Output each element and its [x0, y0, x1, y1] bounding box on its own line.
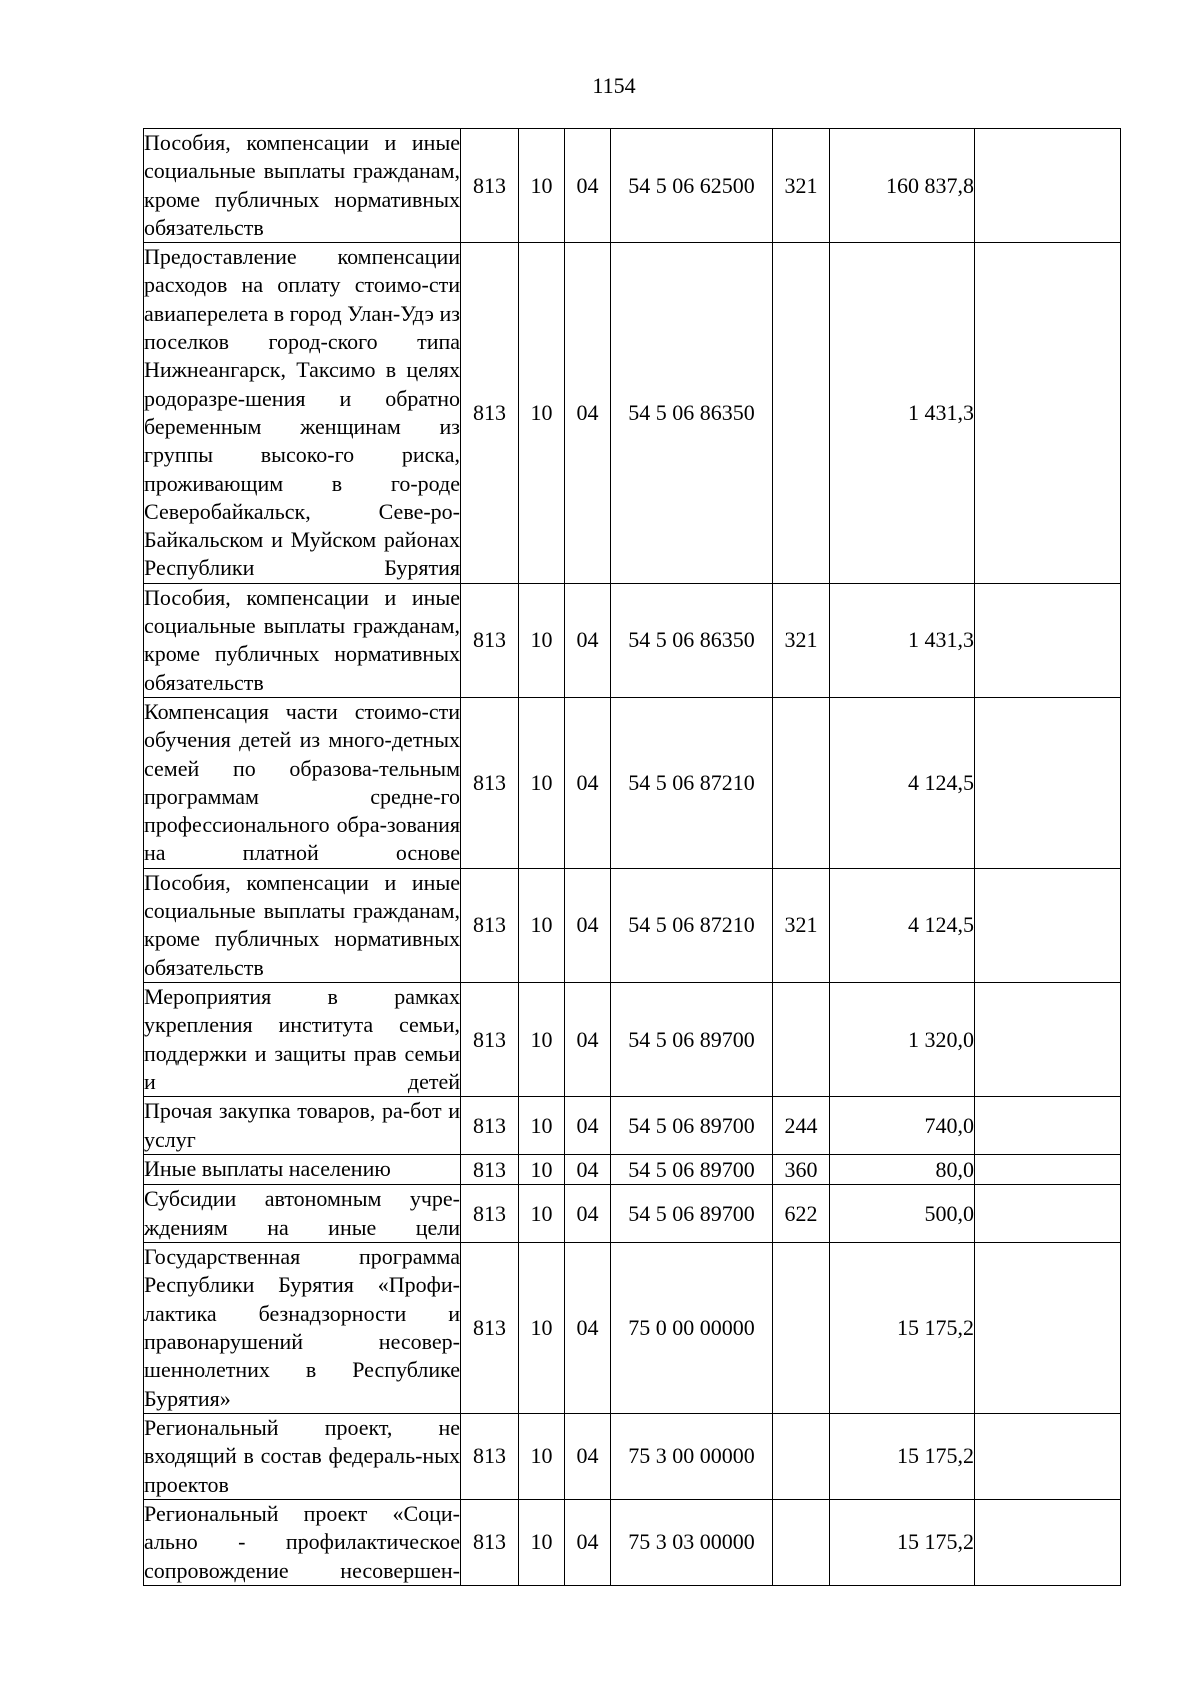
page-number: 1154 [592, 73, 636, 98]
expense-type-code: 321 [773, 129, 830, 243]
ministry-code: 813 [461, 697, 519, 868]
amount: 15 175,2 [830, 1243, 975, 1414]
amount: 1 431,3 [830, 583, 975, 697]
extra-cell [975, 583, 1121, 697]
section-code: 10 [519, 868, 565, 982]
expense-type-code: 244 [773, 1097, 830, 1155]
expense-type-code [773, 1243, 830, 1414]
extra-cell [975, 697, 1121, 868]
ministry-code: 813 [461, 1155, 519, 1185]
table-row [144, 129, 1121, 243]
amount: 4 124,5 [830, 868, 975, 982]
table-row [144, 1499, 1121, 1585]
extra-cell [975, 1155, 1121, 1185]
expense-type-code: 360 [773, 1155, 830, 1185]
row-description: Субсидии автономным учре-ждениям на иные цели [144, 1185, 461, 1243]
section-code: 10 [519, 583, 565, 697]
expense-type-code: 622 [773, 1185, 830, 1243]
target-article-code: 54 5 06 86350 [611, 583, 773, 697]
table-row [144, 1243, 1121, 1414]
row-description: Пособия, компенсации и иные социальные выплаты гражданам, кроме публичных нормативных обязательств [144, 868, 461, 982]
subsection-code: 04 [565, 697, 611, 868]
amount: 4 124,5 [830, 697, 975, 868]
row-description: Пособия, компенсации и иные социальные выплаты гражданам, кроме публичных нормативных обязательств [144, 129, 461, 243]
ministry-code: 813 [461, 868, 519, 982]
target-article-code: 75 3 03 00000 [611, 1499, 773, 1585]
amount: 1 431,3 [830, 243, 975, 584]
expense-type-code [773, 1499, 830, 1585]
subsection-code: 04 [565, 1499, 611, 1585]
ministry-code: 813 [461, 1097, 519, 1155]
subsection-code: 04 [565, 583, 611, 697]
expense-type-code: 321 [773, 868, 830, 982]
expense-type-code [773, 697, 830, 868]
row-description: Иные выплаты населению [144, 1155, 461, 1185]
ministry-code: 813 [461, 1243, 519, 1414]
table-row [144, 1155, 1121, 1185]
target-article-code: 54 5 06 62500 [611, 129, 773, 243]
extra-cell [975, 1499, 1121, 1585]
table-row [144, 982, 1121, 1096]
section-code: 10 [519, 982, 565, 1096]
table-row [144, 868, 1121, 982]
subsection-code: 04 [565, 129, 611, 243]
expense-type-code [773, 982, 830, 1096]
row-description: Компенсация части стоимо-сти обучения детей из много-детных семей по образова-тельным программам средне-го профессионального обра-зования на платной основе [144, 697, 461, 868]
target-article-code: 54 5 06 87210 [611, 697, 773, 868]
extra-cell [975, 243, 1121, 584]
extra-cell [975, 1413, 1121, 1499]
expense-type-code: 321 [773, 583, 830, 697]
row-description: Региональный проект «Соци-ально - профилактическое сопровождение несовершен- [144, 1499, 461, 1585]
section-code: 10 [519, 1185, 565, 1243]
target-article-code: 54 5 06 89700 [611, 1097, 773, 1155]
subsection-code: 04 [565, 868, 611, 982]
subsection-code: 04 [565, 1185, 611, 1243]
subsection-code: 04 [565, 1155, 611, 1185]
budget-table [143, 128, 1121, 1586]
extra-cell [975, 1243, 1121, 1414]
target-article-code: 75 0 00 00000 [611, 1243, 773, 1414]
table-row [144, 697, 1121, 868]
amount: 160 837,8 [830, 129, 975, 243]
ministry-code: 813 [461, 243, 519, 584]
subsection-code: 04 [565, 1097, 611, 1155]
target-article-code: 54 5 06 87210 [611, 868, 773, 982]
subsection-code: 04 [565, 243, 611, 584]
extra-cell [975, 1185, 1121, 1243]
amount: 740,0 [830, 1097, 975, 1155]
target-article-code: 54 5 06 86350 [611, 243, 773, 584]
expense-type-code [773, 1413, 830, 1499]
subsection-code: 04 [565, 1413, 611, 1499]
section-code: 10 [519, 1243, 565, 1414]
amount: 80,0 [830, 1155, 975, 1185]
section-code: 10 [519, 243, 565, 584]
amount: 500,0 [830, 1185, 975, 1243]
table-row [144, 243, 1121, 584]
amount: 1 320,0 [830, 982, 975, 1096]
row-description: Государственная программа Республики Бурятия «Профи-лактика безнадзорности и правонарушений несовер-шеннолетних в Республике Бурятия» [144, 1243, 461, 1414]
subsection-code: 04 [565, 982, 611, 1096]
target-article-code: 54 5 06 89700 [611, 1155, 773, 1185]
amount: 15 175,2 [830, 1413, 975, 1499]
ministry-code: 813 [461, 982, 519, 1096]
target-article-code: 54 5 06 89700 [611, 982, 773, 1096]
table-row [144, 583, 1121, 697]
table-row [144, 1413, 1121, 1499]
row-description: Предоставление компенсации расходов на оплату стоимо-сти авиаперелета в город Улан-Удэ из поселков город-ского типа Нижнеангарск, Таксимо в целях родоразре-шения и обратно беременным женщинам из группы высоко-го риска, проживающим в го-роде Северобайкальск, Севе-ро-Байкальском и Муйском районах Республики Бурятия [144, 243, 461, 584]
expense-type-code [773, 243, 830, 584]
extra-cell [975, 129, 1121, 243]
section-code: 10 [519, 1155, 565, 1185]
ministry-code: 813 [461, 583, 519, 697]
section-code: 10 [519, 1413, 565, 1499]
ministry-code: 813 [461, 1185, 519, 1243]
row-description: Прочая закупка товаров, ра-бот и услуг [144, 1097, 461, 1155]
section-code: 10 [519, 129, 565, 243]
ministry-code: 813 [461, 1499, 519, 1585]
ministry-code: 813 [461, 1413, 519, 1499]
section-code: 10 [519, 1097, 565, 1155]
target-article-code: 75 3 00 00000 [611, 1413, 773, 1499]
table-row [144, 1185, 1121, 1243]
extra-cell [975, 868, 1121, 982]
row-description: Региональный проект, не входящий в состав федераль-ных проектов [144, 1413, 461, 1499]
subsection-code: 04 [565, 1243, 611, 1414]
ministry-code: 813 [461, 129, 519, 243]
target-article-code: 54 5 06 89700 [611, 1185, 773, 1243]
amount: 15 175,2 [830, 1499, 975, 1585]
extra-cell [975, 982, 1121, 1096]
section-code: 10 [519, 697, 565, 868]
extra-cell [975, 1097, 1121, 1155]
row-description: Мероприятия в рамках укрепления института семьи, поддержки и защиты прав семьи и детей [144, 982, 461, 1096]
row-description: Пособия, компенсации и иные социальные выплаты гражданам, кроме публичных нормативных обязательств [144, 583, 461, 697]
section-code: 10 [519, 1499, 565, 1585]
table-row [144, 1097, 1121, 1155]
